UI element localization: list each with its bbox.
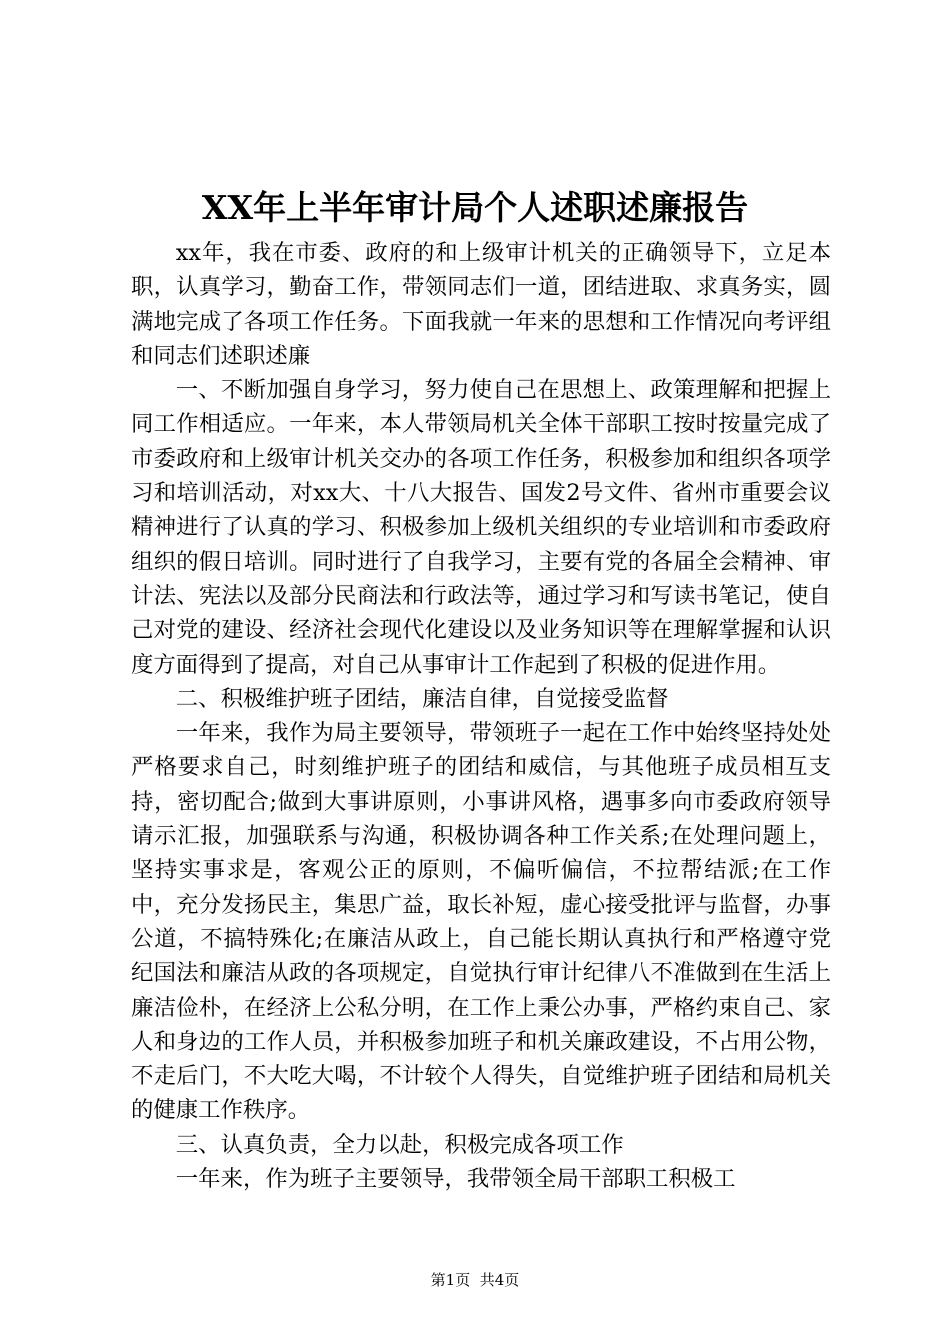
paragraph-intro: xx年，我在市委、政府的和上级审计机关的正确领导下，立足本职，认真学习，勤奋工作，带领同志们一道，团结进取、求真务实，圆满地完成了各项工作任务。下面我就一年来的思想和工作情况向考评组和同志们述职述廉 xyxy=(131,240,831,369)
paragraph-section-1: 一、不断加强自身学习，努力使自己在思想上、政策理解和把握上同工作相适应。一年来，本人带领局机关全体干部职工按时按量完成了市委政府和上级审计机关交办的各项工作任务，积极参加和组织各项学习和培训活动，对xx大、十八大报告、国发2号文件、省州市重要会议精神进行了认真的学习、积极参加上级机关组织的专业培训和市委政府组织的假日培训。同时进行了自我学习，主要有党的各届全会精神、审计法、宪法以及部分民商法和行政法等，通过学习和写读书笔记，使自己对党的建设、经济社会现代化建设以及业务知识等在理解掌握和认识度方面得到了提高，对自己从事审计工作起到了积极的促进作用。 xyxy=(131,377,831,678)
page-total: 共4页 xyxy=(479,1271,520,1289)
heading-section-3: 三、认真负责，全力以赴，积极完成各项工作 xyxy=(175,1131,624,1158)
document-title: XX年上半年审计局个人述职述廉报告 xyxy=(201,188,749,227)
heading-section-2: 二、积极维护班子团结，廉洁自律，自觉接受监督 xyxy=(175,685,669,712)
page-number: 第1页 xyxy=(430,1271,471,1289)
page-footer xyxy=(0,1270,950,1290)
paragraph-section-2: 一年来，我作为局主要领导，带领班子一起在工作中始终坚持处处严格要求自己，时刻维护班子的团结和威信，与其他班子成员相互支持，密切配合;做到大事讲原则，小事讲风格，遇事多向市委政府领导请示汇报，加强联系与沟通，积极协调各种工作关系;在处理问题上，坚持实事求是，客观公正的原则，不偏听偏信，不拉帮结派;在工作中，充分发扬民主，集思广益，取长补短，虚心接受批评与监督，办事公道，不搞特殊化;在廉洁从政上，自己能长期认真执行和严格遵守党纪国法和廉洁从政的各项规定，自觉执行审计纪律八不准做到在生活上廉洁俭朴，在经济上公私分明，在工作上秉公办事，严格约束自己、家人和身边的工作人员，并积极参加班子和机关廉政建设，不占用公物，不走后门，不大吃大喝，不计较个人得失，自觉维护班子团结和局机关的健康工作秩序。 xyxy=(131,720,831,1124)
document-body xyxy=(131,236,831,1196)
paragraph-section-3: 一年来，作为班子主要领导，我带领全局干部职工积极工 xyxy=(175,1166,736,1193)
